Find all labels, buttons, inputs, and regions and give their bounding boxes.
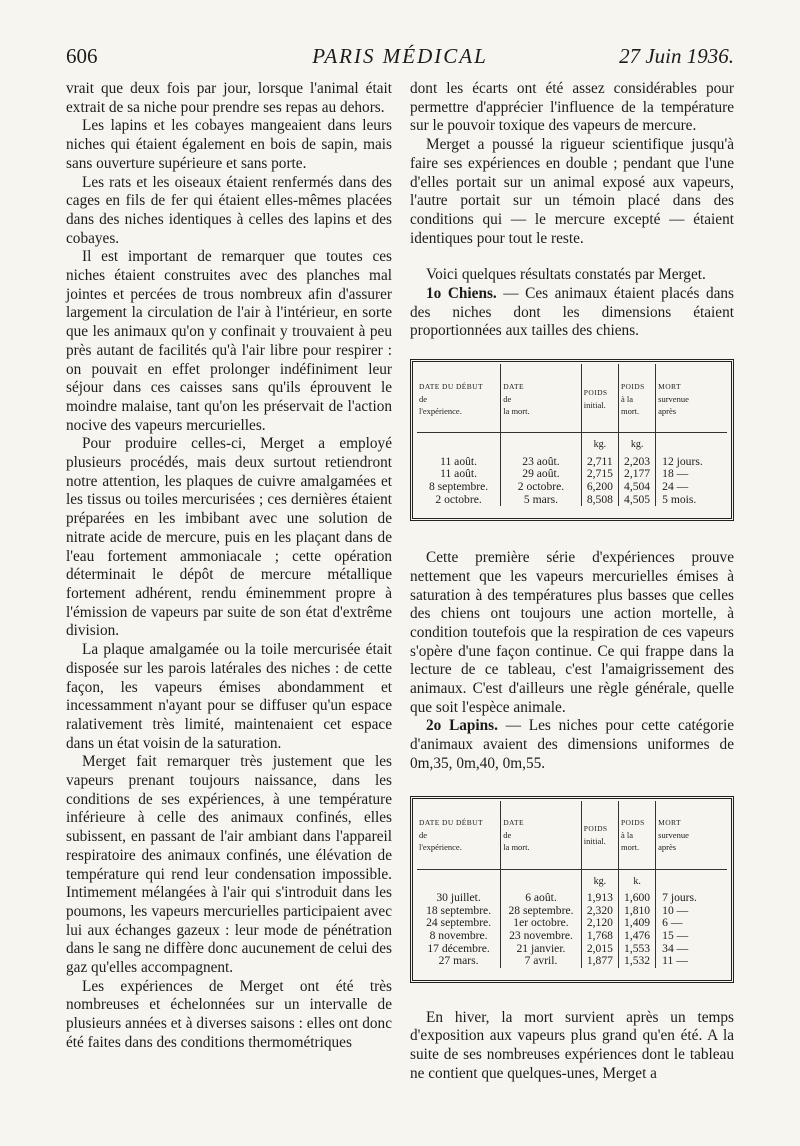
- table-row: 30 juillet. 6 août. 1,913 1,600 7 jours.: [417, 892, 727, 905]
- col-header: MORT survenue après: [656, 364, 727, 433]
- paragraph: vrait que deux fois par jour, lorsque l'animal était extrait de sa niche pour prendre ses repas au dehors.: [66, 80, 392, 116]
- paragraph: Cette première série d'expériences prouve nettement que les vapeurs mercurielles émises à saturation à des températures plus basses que celles des chiens ont toujours une action mortelle, à condition toutefois que la respiration de ces vapeurs s'opère d'une façon continue. Ce qui frappe dans la lecture de ce tableau, c'est l'amaigrissement des animaux. C'est d'ailleurs une règle générale, quelle que soit l'espèce animale.: [410, 549, 734, 716]
- col-header: DATE de la mort.: [501, 364, 582, 433]
- col-header: MORT survenue après: [656, 801, 727, 870]
- page-number: 606: [66, 44, 98, 68]
- paragraph: Les lapins et les cobayes mangeaient dans leurs niches qui étaient également en bois de sapin, mais sans ouverture supérieure et sans porte.: [66, 117, 392, 172]
- col-header: POIDS à la mort.: [618, 801, 655, 870]
- col-header: DATE de la mort.: [501, 801, 582, 870]
- journal-title: PARIS MÉDICAL: [312, 44, 488, 68]
- table-row: 17 décembre. 21 janvier. 2,015 1,553 34 —: [417, 943, 727, 956]
- right-column: [410, 80, 734, 1084]
- section-heading: 1o Chiens.: [426, 285, 497, 303]
- table-row: 2 octobre. 5 mars. 8,508 4,505 5 mois.: [417, 494, 727, 507]
- paragraph: En hiver, la mort survient après un temps d'exposition aux vapeurs plus grand qu'en été. A la suite de ses nombreuses expériences dont le tableau ne contient que quelques-unes, Merget a: [410, 1008, 734, 1082]
- unit-label: kg.: [581, 433, 618, 456]
- paragraph: La plaque amalgamée ou la toile mercurisée était disposée sur les parois latérales des niches : de cette façon, les vapeurs émises abondamment et incessamment n'ayant pour se diffuser qu'un espace ralativement très limité, maintenaient cet espace dans un état voisin de la saturation.: [66, 641, 392, 752]
- paragraph: Voici quelques résultats constatés par Merget.: [426, 266, 706, 284]
- unit-label: k.: [618, 869, 655, 892]
- table-row: 8 novembre. 23 novembre. 1,768 1,476 15 —: [417, 930, 727, 943]
- section-heading: 2o Lapins.: [426, 717, 498, 735]
- paragraph: Pour produire celles-ci, Merget a employé plusieurs procédés, mais deux surtout retiendront notre attention, les plaques de cuivre amalgamées et les tissus ou toiles mercurisées ; ces dernières étaient préparées en les imbibant avec une solution de nitrate acide de mercure, puis en les plaçant dans de l'eau fortement ammoniacale ; cette opération déterminait le dépôt de mercure métallique fortement adhérent, rendu éminemment propre à l'émission de vapeurs par suite de son état d'extrême division.: [66, 435, 392, 640]
- paragraph: dont les écarts ont été assez considérables pour permettre d'apprécier l'influence de la température sur le pouvoir toxique des vapeurs de mercure.: [410, 80, 734, 135]
- col-header: POIDS initial.: [581, 364, 618, 433]
- table-row: 11 août. 29 août. 2,715 2,177 18 —: [417, 468, 727, 481]
- col-header: DATE DU DÉBUT de l'expérience.: [417, 364, 501, 433]
- unit-label: kg.: [618, 433, 655, 456]
- table-dogs: [410, 359, 734, 521]
- issue-date: 27 Juin 1936.: [619, 44, 734, 68]
- table-row: 8 septembre. 2 octobre. 6,200 4,504 24 —: [417, 481, 727, 494]
- paragraph: Merget fait remarquer très justement que les vapeurs prenant toujours naissance, dans les conditions de ses expériences, à une température inférieure à celle des animaux confinés, elles subissent, en passant de l'air ambiant dans l'appareil respiratoire des animaux confinés, une élévation de température qui rend leur condensation impossible. Intimement mélangées à l'air qui s'introduit dans les poumons, les vapeurs mercurielles participaient avec lui aux échanges gazeux : leur mode de pénétration dans le sang ne diffère donc aucunement de celui des gaz qu'elles accompagnent.: [66, 753, 392, 977]
- section-rabbits: 2o Lapins. — Les niches pour cette catégorie d'animaux avaient des dimensions uniformes de 0m,35, 0m,40, 0m,55.: [410, 717, 734, 772]
- table-row: 18 septembre. 28 septembre. 2,320 1,810 10 —: [417, 905, 727, 918]
- table-row: 11 août. 23 août. 2,711 2,203 12 jours.: [417, 456, 727, 469]
- paragraph: Les expériences de Merget ont été très nombreuses et échelonnées sur un intervalle de plusieurs années et à diverses saisons : elles ont donc été faites dans des conditions thermométriques: [66, 977, 392, 1051]
- table-row: 27 mars. 7 avril. 1,877 1,532 11 —: [417, 955, 727, 968]
- paragraph: Les rats et les oiseaux étaient renfermés dans des cages en fils de fer qui étaient elles-mêmes placées dans des niches identiques à celles des lapins et des cobayes.: [66, 173, 392, 247]
- col-header: POIDS à la mort.: [618, 364, 655, 433]
- paragraph: Il est important de remarquer que toutes ces niches étaient construites avec des planches mal jointes et percées de trous nombreux afin d'assurer largement la circulation de l'air à l'intérieur, en sorte que les animaux qu'on y confinait y trouvaient à peu près autant de facilités qu'à l'air libre pour respirer : on pouvait en effet prolonger indéfiniment leur séjour dans ces caisses sans qu'ils éprouvent le moindre malaise, tant qu'on les préservait de l'action nocive des vapeurs mercurielles.: [66, 248, 392, 434]
- col-header: DATE DU DÉBUT de l'expérience.: [417, 801, 501, 870]
- page-header: [66, 44, 734, 74]
- left-column: [66, 80, 392, 1053]
- col-header: POIDS initial.: [581, 801, 618, 870]
- unit-label: kg.: [581, 869, 618, 892]
- paragraph: Merget a poussé la rigueur scientifique jusqu'à faire ses expériences en double ; pendant que l'une d'elles portait sur un animal exposé aux vapeurs, l'autre portait sur un témoin placé dans des conditions qui — le mercure excepté — étaient identiques pour tout le reste.: [410, 136, 734, 247]
- table-rabbits: [410, 796, 734, 983]
- table-row: 24 septembre. 1er octobre. 2,120 1,409 6 —: [417, 917, 727, 930]
- section-dogs: 1o Chiens. — Ces animaux étaient placés dans des niches dont les dimensions étaient proportionnées aux tailles des chiens.: [410, 285, 734, 340]
